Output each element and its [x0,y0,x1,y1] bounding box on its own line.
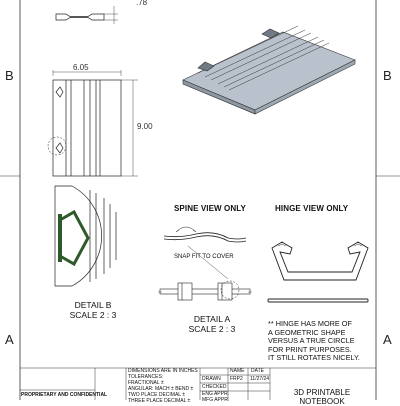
drawing-title [272,388,372,406]
detail-a-label [182,314,242,334]
zone-letter-right-b: B [383,68,392,83]
isometric-view [183,26,355,114]
snap-fit-label: SNAP FIT TO COVER [174,254,234,260]
detail-b-title: DETAIL B [74,300,112,310]
front-view [48,70,138,176]
detail-a-view [158,281,252,300]
row-label-eng-appr: ENG APPR. [202,391,229,397]
row-label-mfg-appr: MFG APPR. [202,397,230,403]
detail-a-scale: SCALE 2 : 3 [188,324,236,334]
drawing-title-line-2: NOTEBOOK [299,397,345,406]
row-name-drawn: FRP2 [230,376,243,382]
detail-b-view [55,186,116,286]
hinge-view [268,242,368,302]
hinge-note-line: A GEOMETRIC SHAPE [268,327,346,337]
proprietary-label: PROPRIETARY AND CONFIDENTIAL [21,392,108,398]
zone-letter-right-a: A [383,332,392,347]
hinge-view-label: HINGE VIEW ONLY [275,204,349,213]
row-label-drawn: DRAWN [202,376,221,382]
tolerance-specs [128,368,200,404]
spine-view [164,227,246,279]
spec-line: TOLERANCES: [128,374,164,380]
zone-letter-left-a: A [5,332,14,347]
title-block-col-name: NAME [230,368,245,374]
row-date-drawn: 11/27/24 [250,376,270,382]
hinge-note-line: IT STILL ROTATES NICELY. [268,353,360,363]
dimension-width: 6.05 [73,63,89,72]
dimension-top: .78 [136,0,148,7]
spine-view-label: SPINE VIEW ONLY [174,204,246,213]
top-strap-view [56,6,118,24]
hinge-note-line: VERSUS A TRUE CIRCLE [268,336,355,346]
spec-line: DIMENSIONS ARE IN INCHES [128,368,198,374]
spec-line: ANGULAR: MACH ± BEND ± [128,386,194,392]
spec-line: TWO PLACE DECIMAL ± [128,392,186,398]
spec-line: THREE PLACE DECIMAL ± [128,398,191,404]
dimension-height: 9.00 [137,122,153,131]
hinge-note [268,320,378,363]
title-block-col-date: DATE [251,368,264,374]
spec-line: FRACTIONAL ± [128,380,164,386]
row-label-checked: CHECKED [202,384,227,390]
hinge-note-line: ** HINGE HAS MORE OF [268,319,352,328]
detail-b-scale: SCALE 2 : 3 [69,310,117,320]
drawing-title-line-1: 3D PRINTABLE [293,388,351,397]
hinge-note-line: FOR PRINT PURPOSES. [268,344,352,354]
detail-a-title: DETAIL A [193,314,231,324]
zone-letter-left-b: B [5,68,14,83]
detail-b-label [63,300,123,320]
